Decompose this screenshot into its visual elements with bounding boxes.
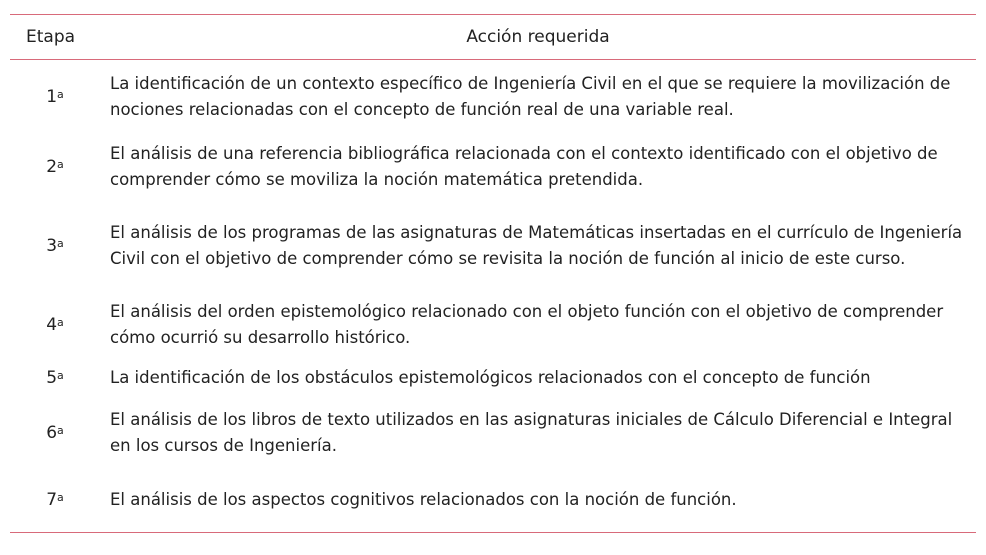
stage-ordinal: a xyxy=(57,88,64,101)
stage-ordinal: a xyxy=(57,316,64,329)
header-action: Acción requerida xyxy=(466,27,610,47)
table-row xyxy=(10,200,976,292)
stage-number: 4 xyxy=(46,315,58,335)
action-cell: El análisis de los programas de las asignaturas de Matemáticas insertadas en el currículo de Ingeniería Civil con el objetivo de comprender cómo se revisita la noción de función al inicio de este curso. xyxy=(110,223,963,268)
stage-cell xyxy=(10,468,100,533)
action-cell: El análisis de los aspectos cognitivos relacionados con la noción de función. xyxy=(110,490,737,509)
table-row xyxy=(10,60,976,135)
stage-number: 6 xyxy=(46,423,58,443)
action-cell: El análisis del orden epistemológico relacionado con el objeto función con el objetivo de comprender cómo ocurrió su desarrollo histórico. xyxy=(110,302,944,347)
action-cell: El análisis de los libros de texto utilizados en las asignaturas iniciales de Cálculo Diferencial e Integral en los cursos de Ingeniería. xyxy=(110,410,953,455)
table-header-row xyxy=(10,15,976,60)
stage-cell xyxy=(10,398,100,468)
stages-table-container xyxy=(10,14,976,533)
stage-number: 5 xyxy=(46,368,58,388)
stages-table xyxy=(10,14,976,533)
header-stage: Etapa xyxy=(26,27,76,47)
table-row xyxy=(10,134,976,200)
stage-number: 2 xyxy=(46,157,58,177)
table-row xyxy=(10,358,976,398)
table-row xyxy=(10,468,976,533)
action-cell: El análisis de una referencia bibliográfica relacionada con el contexto identificado con el objetivo de comprender cómo se moviliza la noción matemática pretendida. xyxy=(110,144,938,189)
stage-ordinal: a xyxy=(57,424,64,437)
stage-cell xyxy=(10,60,100,135)
stage-number: 1 xyxy=(46,87,58,107)
stage-cell xyxy=(10,292,100,358)
table-row xyxy=(10,398,976,468)
stage-ordinal: a xyxy=(57,369,64,382)
stage-ordinal: a xyxy=(57,491,64,504)
action-cell: La identificación de un contexto específico de Ingeniería Civil en el que se requiere la movilización de nociones relacionadas con el concepto de función real de una variable real. xyxy=(110,74,951,119)
stage-cell xyxy=(10,134,100,200)
stage-cell xyxy=(10,200,100,292)
action-cell: La identificación de los obstáculos epistemológicos relacionados con el concepto de función xyxy=(110,368,871,387)
stage-ordinal: a xyxy=(57,158,64,171)
stage-number: 3 xyxy=(46,236,58,256)
table-row xyxy=(10,292,976,358)
stage-cell xyxy=(10,358,100,398)
stage-number: 7 xyxy=(46,490,58,510)
stage-ordinal: a xyxy=(57,237,64,250)
